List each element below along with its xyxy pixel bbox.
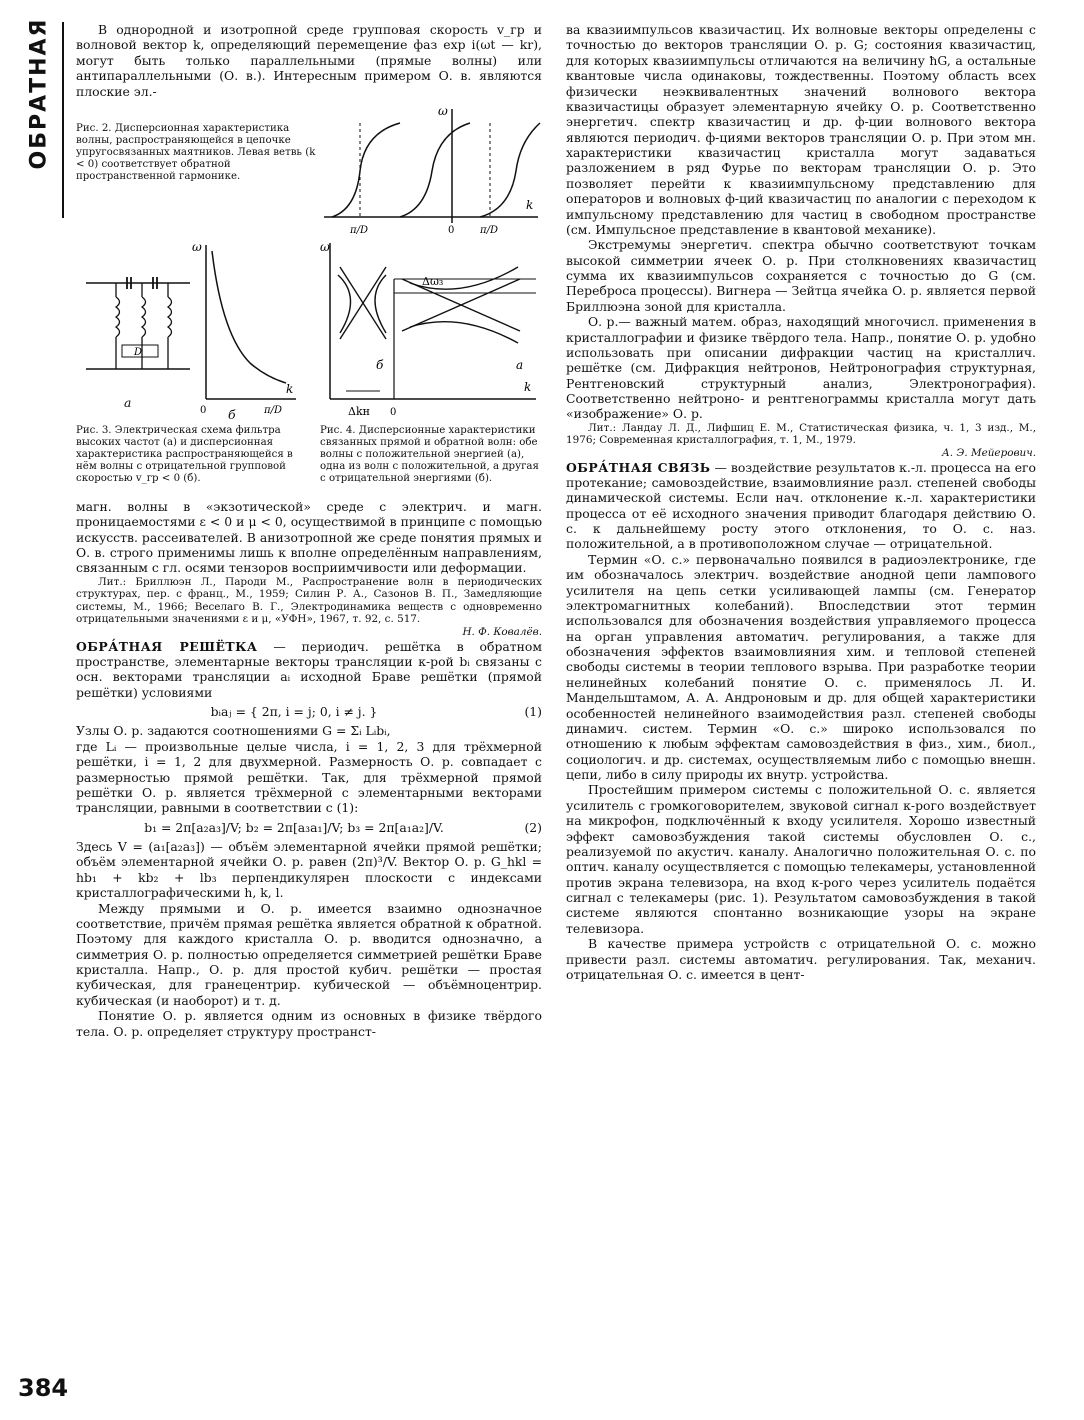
equation-2 xyxy=(76,820,542,835)
figure-4-plot xyxy=(320,239,542,425)
fig2-tick-zero: 0 xyxy=(448,224,455,236)
fig4a-curves xyxy=(402,267,520,343)
paragraph-concept: Понятие О. р. является одним из основных в физике твёрдого тела. О. р. определяет структуру пространст- xyxy=(76,1008,542,1039)
fig3a-D-label: D xyxy=(134,346,143,358)
paragraph-continuation: ва квазиимпульсов квазичастиц. Их волновые векторы определены с точностью до векторов трансляции О. р. G; состояния квазичастиц, для которых квазиимпульсы отличаются на величину ħG, а остальные квантовые числа одинаковы, тождественны. Поэтому область всех физически неэквивалентных значений волнового вектора квазичастицы образует элементарную ячейку О. р. Соответственно энергетич. спектр квазичастиц и др. ф-ции волнового вектора являются периодич. ф-циями векторов трансляции О. р. При этом мн. характеристики квазичастиц кристалла могут задаваться разложением в ряд Фурье по векторам трансляции О. р. Это позволяет перейти к квазиимпульсному представлению для операторов и волновых ф-ций квазичастиц по аналогии с переходом к импульсному представлению для частиц в свободном пространстве (см. Импульсное представление в квантовой механике). xyxy=(566,22,1036,237)
figure-4-caption: Рис. 4. Дисперсионные характеристики связанных прямой и обратной волн: обе волны с положительной энергией (а), одна из волн с положительной, а другая с отрицательной энергиями (б). xyxy=(320,424,539,484)
side-section-label xyxy=(24,18,54,168)
fig3a-coil-1 xyxy=(116,283,120,369)
figure-3-caption: Рис. 3. Электрическая схема фильтра высоких частот (а) и дисперсионная характеристика распространяющейся в нём волны с отрицательной групповой скоростью v_гр < 0 (б). xyxy=(76,424,293,484)
fig4-a-label: а xyxy=(516,357,524,372)
paragraph-nodes: Узлы О. р. задаются соотношениями G = Σᵢ Lᵢbᵢ, xyxy=(76,723,391,739)
paragraph-intro: В однородной и изотропной среде групповая скорость v_гр и волновой вектор k, определяющий перемещение фаз exp i(ωt — kr), могут быть только параллельными (прямые волны) или антипараллельными (О. в.). Интересным примером О. в. являются плоские эл.- xyxy=(76,22,542,99)
figure-2-caption: Рис. 2. Дисперсионная характеристика волны, распространяющейся в цепочке упругосвязанных маятников. Левая ветвь (k < 0) соответствует обратной пространственной гармонике. xyxy=(76,122,316,182)
fig2-omega-label: ω xyxy=(438,103,448,118)
paragraph-simple-example: Простейшим примером системы с положительной О. с. является усилитель с громкоговорителем, звуковой сигнал к-рого воздействует на микрофон, подключённый к входу усилителя. Хорошо известный эффект самовозбуждения такой системы обусловлен О. с., реализуемой по акустич. каналу. Аналогично положительная О. с. по оптич. каналу осуществляется с помощью телекамеры, установленной против экрана телевизора, на вход к-рого через усилитель подаётся сигнал с телекамеры (рис. 1). Результатом самовозбуждения в такой системе являются спонтанно возникающие узоры на экране телевизора. xyxy=(566,782,1036,936)
paragraph-where: где Lᵢ — произвольные целые числа, i = 1, 2, 3 для трёхмерной решётки, i = 1, 2 для двухмерной. Размерность О. р. совпадает с размерностью прямой решётки. Так, для трёхмерной прямой решётки О. р. является трёхмерной с элементарными векторами трансляции, равными в соответствии с (1): xyxy=(76,738,542,816)
equation-2-formula: b₁ = 2π[a₂a₃]/V; b₂ = 2π[a₃a₁]/V; b₃ = 2π[a₁a₂]/V. xyxy=(144,819,444,835)
fig4b-curves xyxy=(338,267,386,339)
signature-2: А. Э. Мейерович. xyxy=(941,446,1036,459)
fig2-left-branch xyxy=(332,123,400,217)
side-rule xyxy=(62,22,64,218)
equation-1 xyxy=(76,704,542,719)
fig2-tick-left: π/D xyxy=(350,224,368,236)
literature-2: Лит.: Ландау Л. Д., Лифшиц Е. М., Статистическая физика, ч. 1, 3 изд., М., 1976; Современная кристаллография, т. 1, М., 1979. xyxy=(566,421,1036,447)
fig3b-curve xyxy=(212,251,286,383)
equation-1-number: (1) xyxy=(524,704,542,720)
right-column xyxy=(566,22,1036,982)
fig3a-label: а xyxy=(124,394,132,410)
fig3b-omega-label: ω xyxy=(192,239,202,254)
paragraph-example: В качестве примера устройств с отрицательной О. с. можно привести разл. системы автоматич. регулирования. Так, механич. отрицательная О. с. имеется в цент- xyxy=(566,936,1036,982)
paragraph-magn: магн. волны в «экзотической» среде с электрич. и магн. проницаемостями ε < 0 и μ < 0, осуществимой в принципе с помощью искусств. рассеивателей. В анизотропной же среде понятия прямых и О. в. строго применимы лишь к вполне определённым направлениям, связанным с гл. осями тензоров восприимчивости или деформации. xyxy=(76,498,542,576)
heading-reciprocal-lattice: ОБРА́ТНАЯ РЕШЁТКА xyxy=(76,638,258,654)
figure-2-plot xyxy=(320,101,542,239)
figure-2-block xyxy=(76,101,542,239)
fig4-b-label: б xyxy=(376,357,384,372)
fig4-k-label: k xyxy=(524,379,532,394)
fig4-zero: 0 xyxy=(390,406,397,418)
signature-1: Н. Ф. Ковалёв. xyxy=(462,625,542,638)
paragraph-extrema: Экстремумы энергетич. спектра обычно соответствуют точкам высокой симметрии ячеек О. р. При столкновениях квазичастиц сумма их квазиимпульсов сохраняется с точностью до G (см. Переброса процессы). Вигнера — Зейтца ячейка О. р. является первой Бриллюэна зоной для кристалла. xyxy=(566,237,1036,314)
fig2-k-label: k xyxy=(526,197,534,212)
left-column xyxy=(76,22,542,1039)
paragraph-term: Термин «О. с.» первоначально появился в радиоэлектронике, где им обозначалось электрич. воздействие анодной цепи лампового усилителя на цепь сетки усиливающей лампы (см. Генератор электромагнитных колебаний). Впоследствии этот термин использовался для обозначения воздействия управляемого процесса на орган управления автоматич. регулирования, а также для обозначения эффектов взаимовлияния хим. и тепловой степеней свободы системы в теории теплового взрыва. При разработке теории нелинейных колебаний понятие О. с. применялось Л. И. Мандельштамом, А. А. Андроновым и др. для общей характеристики особенностей нелинейного взаимодействия разл. степеней свободы динамич. систем. Термин «О. с.» широко использовался по отношению к любым эффектам самовоздействия в физ., хим., биол., социологич. и др. системах, осуществляемым либо с помощью внешн. цепи, либо в силу природы их внутр. устройства. xyxy=(566,551,1036,783)
figure-3b-plot xyxy=(192,239,302,421)
fig3b-k-label: k xyxy=(286,381,294,396)
fig3a-coil-3 xyxy=(168,283,172,369)
fig3b-zero: 0 xyxy=(200,404,207,416)
paragraph-reshetka: — периодич. решётка в обратном пространстве, элементарные векторы трансляции к-рой bᵢ связаны с осн. векторами трансляции aᵢ исходной Браве решётки (прямой решётки) условиями xyxy=(76,638,542,700)
fig3a-coil-2 xyxy=(142,283,146,369)
paragraph-svyaz: — воздействие результатов к.-л. процесса на его протекание; самовоздействие, взаимовлияние разл. степеней свободы динамической системы. Если нач. отклонение к.-л. характеристики процесса от её исходного значения приводит благодаря действию О. с. к дальнейшему росту этого отклонения, то О. с. наз. положительной, а в противоположном случае — отрицательной. xyxy=(566,459,1036,552)
paragraph-math-image: О. р.— важный матем. образ, находящий многочисл. применения в кристаллографии и физике твёрдого тела. Напр., понятие О. р. удобно использовать при описании дифракции частиц на кристаллич. решётке (см. Дифракция нейтронов, Нейтронография структурная, Рентгеновский структурный анализ, Электронография). Соответственно нейтроно- и рентгенограммы кристалла могут дать «изображение» О. р. xyxy=(566,314,1036,422)
fig4-delta-k: Δkн xyxy=(348,404,370,418)
fig4-delta-omega: Δω₃ xyxy=(422,274,444,288)
fig3b-label: б xyxy=(228,406,236,422)
paragraph-here: Здесь V = (a₁[a₂a₃]) — объём элементарной ячейки прямой решётки; объём элементарной ячейки О. р. равен (2π)³/V. Вектор О. р. G_hkl = hb₁ + kb₂ + lb₃ перпендикулярен плоскости с индексами кристаллографическими h, k, l. xyxy=(76,839,542,901)
page-number: 384 xyxy=(18,1374,69,1402)
paragraph-between: Между прямыми и О. р. имеется взаимно однозначное соответствие, причём прямая решётка является обратной к обратной. Поэтому для каждого кристалла О. р. вводится однозначно, а симметрия О. р. полностью определяется симметрией решётки Браве кристалла. Напр., О. р. для простой кубич. решётки — простая кубическая, для гранецентрир. кубической — объёмноцентрир. кубическая (и наоборот) и т. д. xyxy=(76,900,542,1008)
equation-1-formula: bᵢaⱼ = { 2π, i = j; 0, i ≠ j. } xyxy=(210,704,378,720)
fig4-omega-label: ω xyxy=(320,239,330,254)
equation-2-number: (2) xyxy=(524,819,542,835)
fig2-mid-branch xyxy=(400,123,470,217)
literature-1: Лит.: Бриллюэн Л., Пароди М., Распространение волн в периодических структурах, пер. с франц., М., 1959; Силин Р. А., Сазонов В. П., Замедляющие системы, М., 1966; Веселаго В. Г., Электродинамика веществ с одновременно отрицательными значениями ε и μ, «УФН», 1967, т. 92, с. 517. xyxy=(76,575,542,626)
figure-3a-circuit xyxy=(86,249,190,379)
heading-feedback: ОБРА́ТНАЯ СВЯЗЬ xyxy=(566,459,711,475)
fig2-tick-right: π/D xyxy=(480,224,498,236)
figures-3-4-block xyxy=(76,239,542,499)
side-label-text: ОБРАТНАЯ xyxy=(26,16,52,170)
fig3b-tick: π/D xyxy=(264,404,282,416)
